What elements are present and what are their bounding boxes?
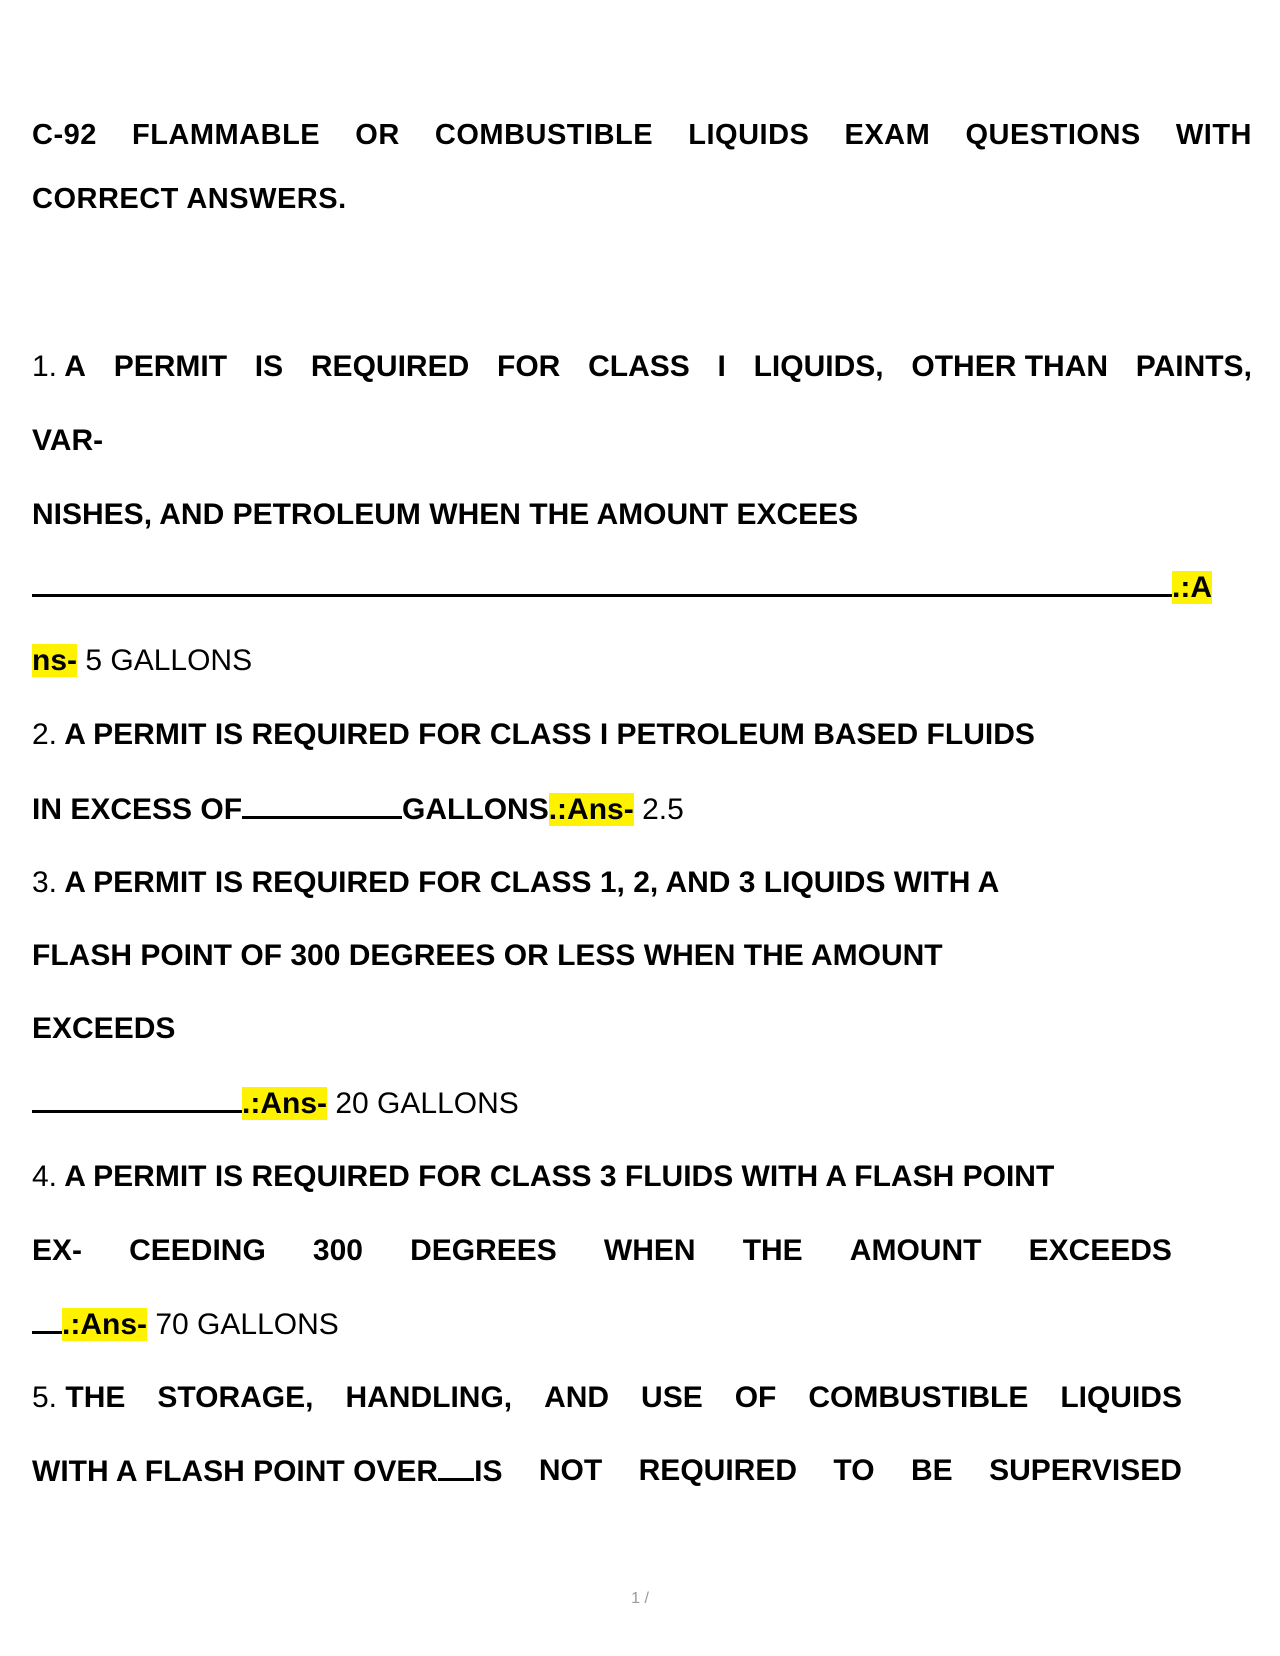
question-4-line-1 xyxy=(32,1158,1252,1196)
q-word: HANDLING, xyxy=(345,1381,513,1414)
q-word: 300 xyxy=(312,1234,363,1267)
question-3-line-2: FLASH POINT OF 300 DEGREES OR LESS WHEN THE AMOUNT xyxy=(32,939,943,972)
title-word: QUESTIONS xyxy=(965,119,1141,151)
q-word: REQUIRED xyxy=(310,350,470,383)
q-word: TO xyxy=(833,1454,875,1487)
answer-text: 70 GALLONS xyxy=(155,1308,339,1341)
question-text: GALLONS xyxy=(402,793,549,826)
q-word: AMOUNT xyxy=(849,1234,982,1267)
q-word: FOR xyxy=(497,350,561,383)
title-word: OR xyxy=(355,119,400,151)
question-5-line-1 xyxy=(32,1379,1182,1417)
q-word: EX- xyxy=(32,1234,83,1267)
question-number: 1. xyxy=(32,350,58,383)
answer-blank xyxy=(242,790,402,819)
question-1-blank-line xyxy=(32,568,1252,607)
question-number: 3. xyxy=(32,866,58,899)
question-4-answer-line xyxy=(32,1305,1252,1344)
title-word: C-92 xyxy=(32,119,97,151)
q-word: CLASS xyxy=(588,350,690,383)
answer-blank xyxy=(32,1084,242,1113)
q-word: A xyxy=(64,350,86,383)
question-text: A PERMIT IS REQUIRED FOR CLASS I PETROLEUM BASED FLUIDS xyxy=(64,718,1035,751)
answer-text: 2.5 xyxy=(642,793,684,826)
answer-tag: .:Ans- xyxy=(548,793,634,826)
question-4-line-2 xyxy=(32,1232,1172,1270)
q-word: IS xyxy=(474,1455,503,1488)
title-line-1 xyxy=(32,116,1252,154)
q-word: PERMIT xyxy=(113,350,228,383)
question-text: IN EXCESS OF xyxy=(32,793,243,826)
q-word: REQUIRED xyxy=(638,1454,797,1487)
question-3-line-1 xyxy=(32,864,1252,902)
question-3-answer-line xyxy=(32,1084,1252,1123)
question-1-line-1 xyxy=(32,348,1252,386)
question-2-line-1 xyxy=(32,716,1252,754)
page-number: 1 / xyxy=(631,1590,649,1607)
title-line-2: CORRECT ANSWERS. xyxy=(32,183,347,215)
q-word: THE xyxy=(742,1234,803,1267)
q-word: WHEN xyxy=(603,1234,696,1267)
q-word: STORAGE, xyxy=(157,1381,314,1414)
q-word: CEEDING xyxy=(129,1234,266,1267)
question-number: 2. xyxy=(32,718,58,751)
answer-tag: .:A xyxy=(1172,571,1212,604)
question-text: A PERMIT IS REQUIRED FOR CLASS 1, 2, AND 3 LIQUIDS WITH A xyxy=(64,866,1000,899)
q-word: AND xyxy=(544,1381,610,1414)
q-word: EXCEEDS xyxy=(1028,1234,1172,1267)
question-1-answer-line xyxy=(32,642,1252,680)
q-word: OF xyxy=(734,1381,777,1414)
q-word: IS xyxy=(254,350,284,383)
q-word: LIQUIDS xyxy=(1060,1381,1182,1414)
title-word: FLAMMABLE xyxy=(132,119,321,151)
q-word: SUPERVISED xyxy=(989,1454,1182,1487)
question-3-line-3: EXCEEDS xyxy=(32,1012,176,1045)
answer-tag: .:Ans- xyxy=(62,1308,147,1341)
title-word: EXAM xyxy=(844,119,931,151)
question-2-line-2 xyxy=(32,790,1252,829)
title-word: LIQUIDS xyxy=(688,119,810,151)
answer-blank xyxy=(32,568,1172,597)
answer-tag: ns- xyxy=(32,644,77,677)
q-word: LIQUIDS, xyxy=(753,350,884,383)
q-word: PAINTS, xyxy=(1135,350,1252,383)
question-1-line-3: NISHES, AND PETROLEUM WHEN THE AMOUNT EXCEES xyxy=(32,498,859,531)
q-word: DEGREES xyxy=(410,1234,557,1267)
q-word: I xyxy=(717,350,726,383)
q-word: OTHER THAN xyxy=(911,350,1109,383)
answer-tag: .:Ans- xyxy=(242,1087,327,1120)
q-word: USE xyxy=(641,1381,703,1414)
q-word: COMBUSTIBLE xyxy=(808,1381,1029,1414)
title-word: WITH xyxy=(1175,119,1252,151)
question-1-line-2: VAR- xyxy=(32,424,104,457)
answer-text: 5 GALLONS xyxy=(85,644,253,677)
answer-text: 20 GALLONS xyxy=(335,1087,519,1120)
question-text: WITH A FLASH POINT OVER xyxy=(32,1455,439,1488)
q-word: THE xyxy=(65,1381,126,1414)
title-word: COMBUSTIBLE xyxy=(434,119,654,151)
question-text: A PERMIT IS REQUIRED FOR CLASS 3 FLUIDS WITH A FLASH POINT xyxy=(64,1160,1055,1193)
answer-blank xyxy=(438,1452,474,1481)
answer-blank xyxy=(32,1305,62,1334)
q-word: BE xyxy=(910,1454,953,1487)
question-number: 4. xyxy=(32,1160,58,1193)
q-word: NOT xyxy=(538,1454,603,1487)
question-5-line-2 xyxy=(32,1452,1182,1491)
question-number: 5. xyxy=(32,1381,58,1414)
